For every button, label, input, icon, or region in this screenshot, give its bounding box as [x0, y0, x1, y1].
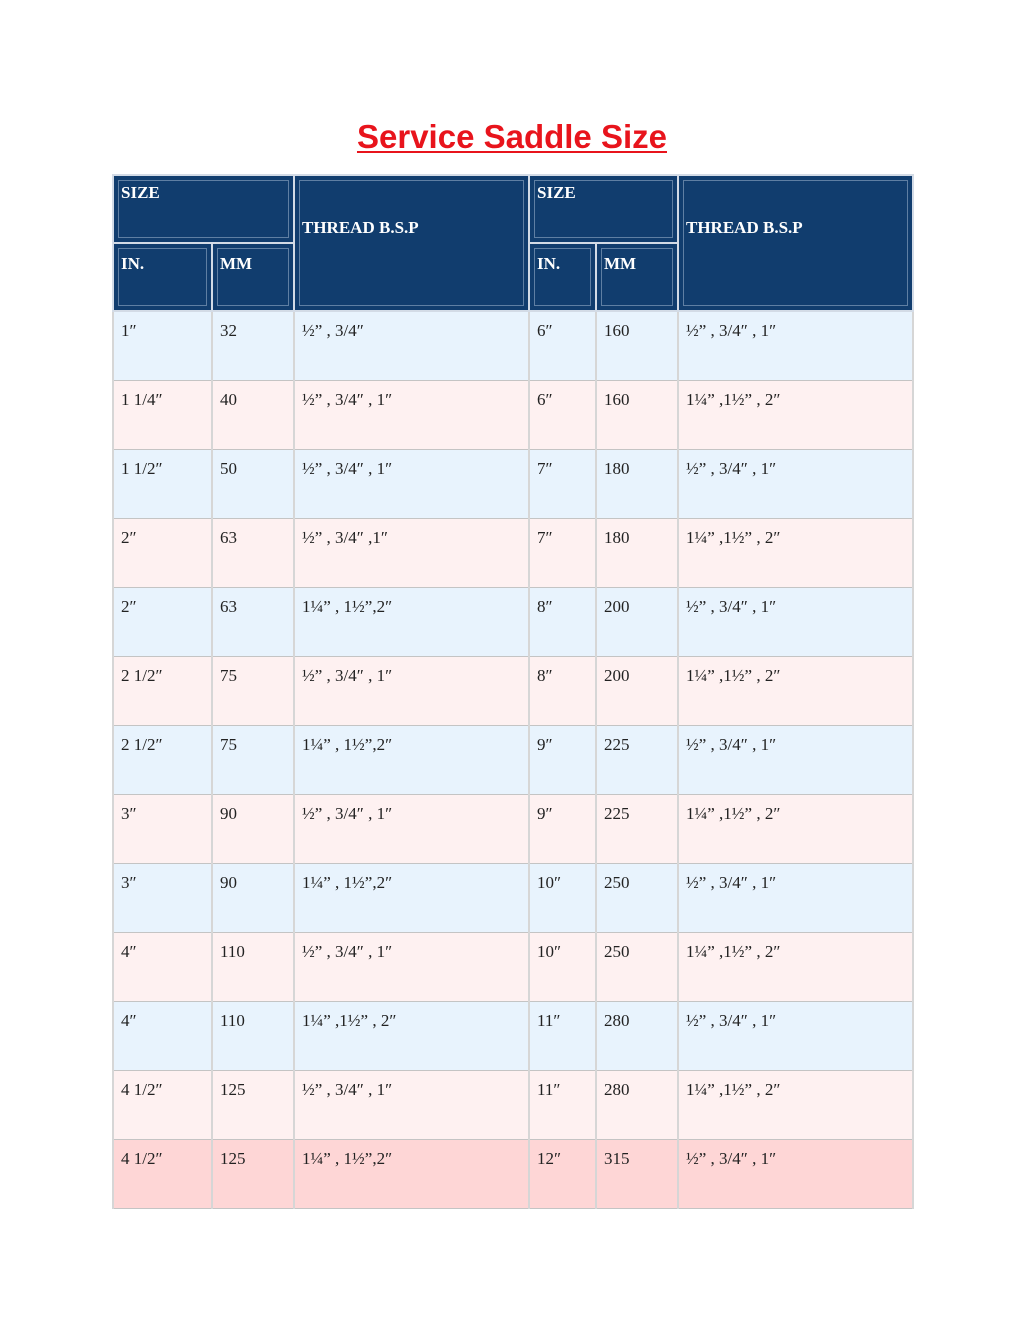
- cell-thread-bsp: ½” , 3/4″ , 1″: [678, 726, 913, 795]
- cell-size-in: 2″: [113, 588, 212, 657]
- cell-thread-bsp: ½” , 3/4″ , 1″: [678, 588, 913, 657]
- cell-size-mm: 200: [596, 657, 678, 726]
- header-size-right: [529, 175, 678, 243]
- cell-size-in: 8″: [529, 588, 596, 657]
- cell-size-mm: 200: [596, 588, 678, 657]
- cell-size-mm: 63: [212, 519, 294, 588]
- cell-thread-bsp: 1¼” , 1½”,2″: [294, 726, 529, 795]
- cell-thread-bsp: 1¼” ,1½” , 2″: [678, 795, 913, 864]
- service-saddle-size-table: [112, 174, 914, 1209]
- cell-thread-bsp: 1¼” , 1½”,2″: [294, 1140, 529, 1209]
- cell-size-mm: 280: [596, 1071, 678, 1140]
- header-in-right: [529, 243, 596, 311]
- cell-size-in: 4 1/2″: [113, 1071, 212, 1140]
- header-mm-left: [212, 243, 294, 311]
- header-mm-right: [596, 243, 678, 311]
- cell-size-mm: 160: [596, 311, 678, 381]
- cell-thread-bsp: 1¼” , 1½”,2″: [294, 864, 529, 933]
- cell-size-mm: 125: [212, 1140, 294, 1209]
- cell-size-in: 3″: [113, 795, 212, 864]
- header-mm-left-label: MM: [220, 254, 253, 273]
- cell-size-mm: 180: [596, 450, 678, 519]
- table-row: [113, 657, 913, 726]
- cell-size-in: 7″: [529, 519, 596, 588]
- table-row: [113, 726, 913, 795]
- cell-thread-bsp: 1¼” ,1½” , 2″: [678, 1071, 913, 1140]
- header-thread-right-label: THREAD B.S.P: [686, 218, 803, 237]
- cell-size-in: 6″: [529, 381, 596, 450]
- cell-size-mm: 110: [212, 1002, 294, 1071]
- cell-size-in: 2 1/2″: [113, 726, 212, 795]
- table-row: [113, 519, 913, 588]
- cell-size-mm: 32: [212, 311, 294, 381]
- table-row: [113, 450, 913, 519]
- cell-size-mm: 280: [596, 1002, 678, 1071]
- cell-size-in: 6″: [529, 311, 596, 381]
- table-row: [113, 795, 913, 864]
- table-row: [113, 1002, 913, 1071]
- cell-size-mm: 180: [596, 519, 678, 588]
- cell-size-mm: 315: [596, 1140, 678, 1209]
- cell-thread-bsp: ½” , 3/4″ ,1″: [294, 519, 529, 588]
- cell-thread-bsp: ½” , 3/4″ , 1″: [294, 1071, 529, 1140]
- header-in-left-label: IN.: [121, 254, 145, 273]
- cell-thread-bsp: ½” , 3/4″ , 1″: [294, 381, 529, 450]
- cell-thread-bsp: 1¼” ,1½” , 2″: [678, 381, 913, 450]
- table-row: [113, 311, 913, 381]
- cell-size-in: 2″: [113, 519, 212, 588]
- header-size-left: [113, 175, 294, 243]
- cell-size-in: 1 1/2″: [113, 450, 212, 519]
- cell-thread-bsp: ½” , 3/4″ , 1″: [294, 657, 529, 726]
- cell-size-in: 7″: [529, 450, 596, 519]
- header-mm-right-label: MM: [604, 254, 637, 273]
- cell-thread-bsp: ½” , 3/4″ , 1″: [678, 1140, 913, 1209]
- cell-size-mm: 250: [596, 864, 678, 933]
- table-row: [113, 588, 913, 657]
- cell-size-mm: 63: [212, 588, 294, 657]
- cell-size-mm: 250: [596, 933, 678, 1002]
- table-row: [113, 1071, 913, 1140]
- cell-thread-bsp: 1¼” ,1½” , 2″: [678, 657, 913, 726]
- cell-size-in: 11″: [529, 1071, 596, 1140]
- cell-size-mm: 225: [596, 726, 678, 795]
- header-thread-left: [294, 175, 529, 311]
- cell-size-mm: 75: [212, 657, 294, 726]
- header-thread-right: [678, 175, 913, 311]
- cell-size-in: 4″: [113, 933, 212, 1002]
- table-row: [113, 933, 913, 1002]
- cell-thread-bsp: ½” , 3/4″ , 1″: [294, 450, 529, 519]
- cell-size-in: 12″: [529, 1140, 596, 1209]
- cell-size-in: 1 1/4″: [113, 381, 212, 450]
- cell-size-in: 2 1/2″: [113, 657, 212, 726]
- cell-size-mm: 50: [212, 450, 294, 519]
- cell-size-in: 10″: [529, 933, 596, 1002]
- cell-size-in: 4″: [113, 1002, 212, 1071]
- table-row: [113, 1140, 913, 1209]
- cell-size-in: 9″: [529, 795, 596, 864]
- cell-thread-bsp: 1¼” , 1½”,2″: [294, 588, 529, 657]
- cell-size-mm: 40: [212, 381, 294, 450]
- cell-size-mm: 90: [212, 864, 294, 933]
- cell-size-mm: 225: [596, 795, 678, 864]
- header-in-left: [113, 243, 212, 311]
- header-size-right-label: SIZE: [537, 183, 576, 202]
- cell-thread-bsp: 1¼” ,1½” , 2″: [294, 1002, 529, 1071]
- cell-size-in: 3″: [113, 864, 212, 933]
- cell-thread-bsp: ½” , 3/4″ , 1″: [678, 1002, 913, 1071]
- cell-size-in: 8″: [529, 657, 596, 726]
- cell-thread-bsp: 1¼” ,1½” , 2″: [678, 519, 913, 588]
- cell-size-mm: 160: [596, 381, 678, 450]
- cell-size-in: 4 1/2″: [113, 1140, 212, 1209]
- cell-size-in: 1″: [113, 311, 212, 381]
- header-in-right-label: IN.: [537, 254, 561, 273]
- cell-size-mm: 90: [212, 795, 294, 864]
- cell-thread-bsp: ½” , 3/4″ , 1″: [678, 864, 913, 933]
- cell-thread-bsp: ½” , 3/4″ , 1″: [678, 311, 913, 381]
- cell-thread-bsp: ½” , 3/4″ , 1″: [678, 450, 913, 519]
- cell-size-in: 11″: [529, 1002, 596, 1071]
- header-thread-left-label: THREAD B.S.P: [302, 218, 419, 237]
- header-size-left-label: SIZE: [121, 183, 160, 202]
- cell-thread-bsp: ½” , 3/4″ , 1″: [294, 795, 529, 864]
- cell-thread-bsp: ½” , 3/4″: [294, 311, 529, 381]
- table-row: [113, 864, 913, 933]
- cell-size-mm: 75: [212, 726, 294, 795]
- cell-size-in: 10″: [529, 864, 596, 933]
- table-row: [113, 381, 913, 450]
- cell-thread-bsp: ½” , 3/4″ , 1″: [294, 933, 529, 1002]
- cell-size-mm: 125: [212, 1071, 294, 1140]
- cell-size-mm: 110: [212, 933, 294, 1002]
- cell-size-in: 9″: [529, 726, 596, 795]
- cell-thread-bsp: 1¼” ,1½” , 2″: [678, 933, 913, 1002]
- page-title: Service Saddle Size: [356, 118, 667, 155]
